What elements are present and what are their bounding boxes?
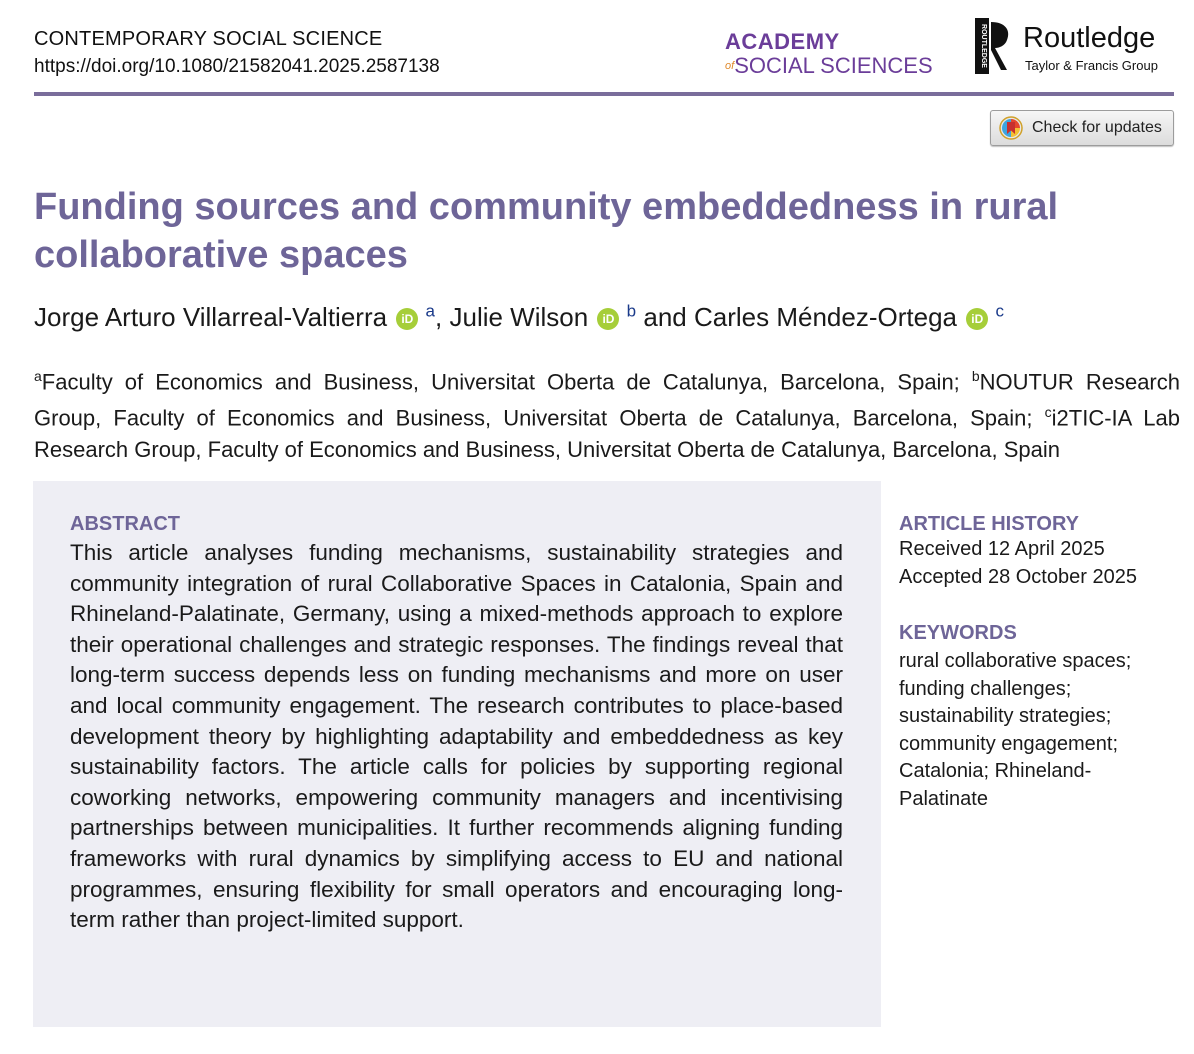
header-rule: [34, 92, 1174, 96]
keywords-list: [899, 648, 1179, 813]
journal-name: CONTEMPORARY SOCIAL SCIENCE: [34, 28, 383, 50]
publisher-name: Routledge: [1023, 22, 1156, 54]
affiliation-marker: a: [34, 368, 42, 384]
author-name[interactable]: Carles Méndez-Ortega: [694, 302, 957, 332]
orcid-icon[interactable]: iD: [396, 308, 418, 330]
affiliation-text: NOUTUR Research Group, Faculty of Economics and Business, Universitat Oberta de Catalunya, Barcelona, Spain;: [34, 369, 1180, 431]
author-affiliation-marker[interactable]: b: [626, 301, 637, 321]
orcid-icon[interactable]: iD: [597, 308, 619, 330]
keyword-line: rural collaborative spaces;: [899, 650, 1132, 672]
check-for-updates-label: Check for updates: [1032, 119, 1162, 136]
doi-link[interactable]: https://doi.org/10.1080/21582041.2025.2587138: [34, 56, 440, 77]
affiliations: [34, 361, 1180, 465]
received-date: Received 12 April 2025: [899, 538, 1105, 560]
orcid-icon[interactable]: iD: [966, 308, 988, 330]
author-separator: and: [643, 302, 687, 332]
author-list: [34, 302, 1194, 333]
affiliation-marker: b: [971, 368, 980, 384]
article-title: Funding sources and community embeddedness in rural collaborative spaces: [34, 186, 1059, 276]
keywords-heading: KEYWORDS: [899, 622, 1017, 644]
keyword-line: Palatinate: [899, 787, 988, 810]
author-name[interactable]: Jorge Arturo Villarreal-Valtierra: [34, 302, 388, 332]
article-history-heading: ARTICLE HISTORY: [899, 513, 1080, 535]
routledge-logo: [975, 18, 1175, 78]
keyword-line: Catalonia; Rhineland-: [899, 760, 1092, 782]
academy-logo: [725, 30, 945, 78]
publisher-subtitle: Taylor & Francis Group: [1025, 58, 1158, 73]
academy-logo-of: of: [725, 60, 735, 72]
author-name[interactable]: Julie Wilson: [449, 302, 589, 332]
keyword-line: funding challenges;: [899, 677, 1072, 700]
keyword-line: community engagement;: [899, 732, 1119, 755]
abstract-text: This article analyses funding mechanisms, sustainability strategies and community integration of rural Collaborative Spaces in Catalonia, Spain and Rhineland-Palatinate, Germany, using a mixed-methods approach to explore their operational challenges and strategic responses. The findings reveal that long-term success depends less on funding mechanisms and more on user and local community engagement. The research contributes to place-based development theory by highlighting adaptability and embeddedness as key sustainability factors. The article calls for policies by supporting regional coworking networks, empowering community managers and incentivising partnerships between municipalities. It further recommends aligning funding frameworks with rural dynamics by simplifying access to EU and national programmes, ensuring flexibility for small operators and encouraging long-term rather than project-limited support.: [70, 540, 843, 933]
author-separator: ,: [435, 302, 443, 332]
affiliation-text: Faculty of Economics and Business, Universitat Oberta de Catalunya, Barcelona, Spain;: [41, 369, 972, 395]
academy-logo-line1: ACADEMY: [725, 29, 840, 54]
affiliation-marker: c: [1044, 404, 1052, 421]
crossmark-icon: [999, 116, 1023, 140]
academy-logo-line2-text: SOCIAL SCIENCES: [734, 53, 933, 78]
abstract-heading: ABSTRACT: [70, 513, 180, 535]
affiliation-text: i2TIC-IA Lab Research Group, Faculty of Economics and Business, Universitat Oberta de Catalunya, Barcelona, Spain: [34, 405, 1181, 462]
routledge-mark-text: ROUTLEDGE: [980, 24, 987, 68]
academy-logo-line2: [725, 54, 945, 78]
check-for-updates-button[interactable]: [990, 110, 1174, 146]
author-affiliation-marker[interactable]: a: [425, 301, 436, 321]
keyword-line: sustainability strategies;: [899, 705, 1112, 727]
routledge-mark-icon: [975, 18, 1015, 74]
author-affiliation-marker[interactable]: c: [995, 301, 1004, 321]
accepted-date: Accepted 28 October 2025: [899, 566, 1137, 588]
